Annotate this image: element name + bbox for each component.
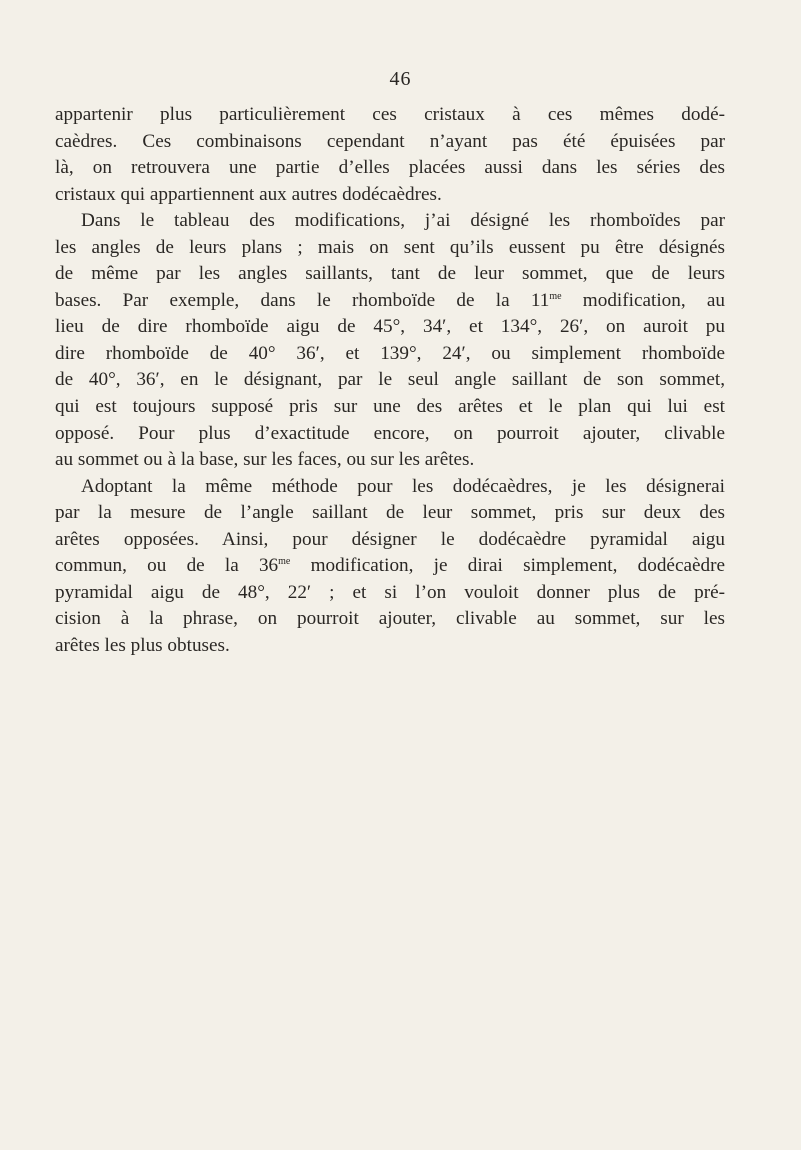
line-text: commun, ou de la 36 (55, 555, 279, 577)
line-text: modification, je dirai simplement, dodécaèdre (290, 555, 725, 577)
text-line: là, on retrouvera une partie d’elles placées aussi dans les séries des (55, 157, 725, 179)
page-text (55, 102, 725, 659)
line-text: bases. Par exemple, dans le rhomboïde de la 11 (55, 289, 550, 311)
paragraph-2 (55, 208, 725, 473)
text-line: cristaux qui appartiennent aux autres dodécaèdres. (55, 183, 442, 205)
text-line: caèdres. Ces combinaisons cependant n’ayant pas été épuisées par (55, 130, 725, 152)
text-line: Dans le tableau des modifications, j’ai désigné les rhomboïdes par (81, 210, 725, 232)
paragraph-1 (55, 102, 725, 208)
page-number: 46 (389, 68, 412, 90)
text-line: lieu de dire rhomboïde aigu de 45°, 34′, et 134°, 26′, on auroit pu (55, 316, 725, 338)
text-line: Adoptant la même méthode pour les dodécaèdres, je les désignerai (81, 475, 725, 497)
paragraph-3 (55, 474, 725, 660)
ordinal-suffix: me (278, 556, 291, 568)
text-line: cision à la phrase, on pourroit ajouter, clivable au sommet, sur les (55, 608, 725, 630)
text-line: arêtes les plus obtuses. (55, 634, 230, 656)
text-line-with-ordinal (55, 288, 725, 315)
text-line: appartenir plus particulièrement ces cristaux à ces mêmes dodé- (55, 104, 725, 125)
ordinal-suffix: me (549, 290, 562, 302)
text-line: les angles de leurs plans ; mais on sent qu’ils eussent pu être désignés (55, 236, 725, 258)
text-line: opposé. Pour plus d’exactitude encore, on pourroit ajouter, clivable (55, 422, 725, 444)
text-line: au sommet ou à la base, sur les faces, ou sur les arêtes. (55, 449, 475, 471)
text-line: de 40°, 36′, en le désignant, par le seul angle saillant de son sommet, (55, 369, 725, 391)
text-line: dire rhomboïde de 40° 36′, et 139°, 24′, ou simplement rhomboïde (55, 342, 725, 364)
text-line: par la mesure de l’angle saillant de leur sommet, pris sur deux des (55, 502, 725, 524)
line-text: modification, au (561, 289, 726, 311)
text-line: qui est toujours supposé pris sur une des arêtes et le plan qui lui est (55, 396, 725, 418)
text-line: pyramidal aigu de 48°, 22′ ; et si l’on vouloit donner plus de pré- (55, 581, 725, 603)
text-line-with-ordinal (55, 553, 725, 580)
text-line: de même par les angles saillants, tant de leur sommet, que de leurs (55, 263, 725, 285)
text-line: arêtes opposées. Ainsi, pour désigner le dodécaèdre pyramidal aigu (55, 528, 725, 550)
